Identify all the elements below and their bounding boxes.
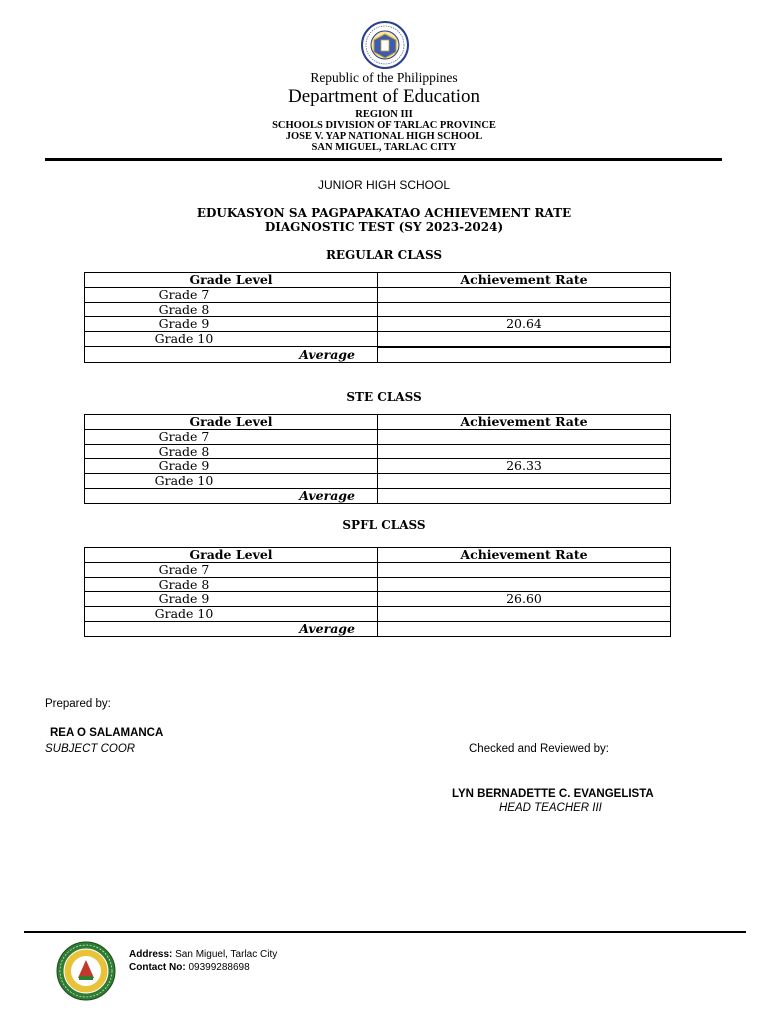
table-header-row <box>85 415 671 430</box>
grade-level-cell: Grade 8 <box>85 577 378 592</box>
table-row <box>85 444 671 459</box>
section-title-ste: STE CLASS <box>346 390 422 404</box>
department-heading: Department of Education <box>287 86 481 107</box>
school-line: JOSE V. YAP NATIONAL HIGH SCHOOL <box>285 131 483 142</box>
average-label: Average <box>85 621 378 636</box>
average-value-cell <box>378 621 671 636</box>
average-label: Average <box>85 347 378 362</box>
achievement-rate-cell <box>378 562 671 577</box>
table-row <box>85 332 671 347</box>
col-header-achievement-rate: Achievement Rate <box>378 415 671 430</box>
achievement-rate-cell <box>378 607 671 622</box>
city-line: SAN MIGUEL, TARLAC CITY <box>311 142 457 153</box>
address-value: San Miguel, Tarlac City <box>175 949 278 960</box>
average-value-cell <box>378 347 671 362</box>
table-row <box>85 429 671 444</box>
grade-level-cell: Grade 7 <box>85 562 378 577</box>
table-header-row <box>85 273 671 288</box>
grade-level-cell: Grade 10 <box>85 332 378 347</box>
school-seal-logo <box>40 940 132 1002</box>
table-row <box>85 302 671 317</box>
achievement-rate-cell <box>378 302 671 317</box>
achievement-table-spfl <box>84 547 671 637</box>
grade-level-cell: Grade 9 <box>85 317 378 332</box>
table-row <box>85 562 671 577</box>
achievement-rate-cell: 26.60 <box>378 592 671 607</box>
footer-divider <box>24 931 746 933</box>
contact-label: Contact No: <box>129 962 186 973</box>
title-line-1: EDUKASYON SA PAGPAPAKATAO ACHIEVEMENT RATE <box>196 206 572 220</box>
footer-address <box>129 949 277 960</box>
achievement-rate-cell <box>378 429 671 444</box>
prepared-by-name: REA O SALAMANCA <box>50 727 164 739</box>
document-title <box>0 206 768 234</box>
grade-level-cell: Grade 8 <box>85 302 378 317</box>
average-row <box>85 621 671 636</box>
table-row <box>85 317 671 332</box>
header-divider <box>45 158 722 161</box>
achievement-rate-cell <box>378 287 671 302</box>
footer-contact <box>129 962 250 973</box>
address-label: Address: <box>129 949 173 960</box>
average-row <box>85 347 671 362</box>
contact-value: 09399288698 <box>188 962 250 973</box>
col-header-achievement-rate: Achievement Rate <box>378 273 671 288</box>
grade-level-cell: Grade 7 <box>85 287 378 302</box>
achievement-rate-cell <box>378 444 671 459</box>
table-row <box>85 287 671 302</box>
col-header-grade-level: Grade Level <box>85 548 378 563</box>
col-header-grade-level: Grade Level <box>85 273 378 288</box>
achievement-rate-cell <box>378 474 671 489</box>
achievement-rate-cell: 20.64 <box>378 317 671 332</box>
prepared-by-label: Prepared by: <box>45 698 111 710</box>
average-label: Average <box>85 488 378 503</box>
table-row <box>85 459 671 474</box>
grade-level-cell: Grade 10 <box>85 607 378 622</box>
grade-level-cell: Grade 8 <box>85 444 378 459</box>
checked-by-label: Checked and Reviewed by: <box>469 743 609 755</box>
level-heading: JUNIOR HIGH SCHOOL <box>317 178 450 192</box>
grade-level-cell: Grade 10 <box>85 474 378 489</box>
division-line: SCHOOLS DIVISION OF TARLAC PROVINCE <box>272 120 496 131</box>
table-row <box>85 607 671 622</box>
title-line-2: DIAGNOSTIC TEST (SY 2023-2024) <box>264 220 504 234</box>
republic-heading: Republic of the Philippines <box>310 70 458 85</box>
col-header-grade-level: Grade Level <box>85 415 378 430</box>
average-row <box>85 488 671 503</box>
table-row <box>85 592 671 607</box>
region-line: REGION III <box>355 109 413 120</box>
achievement-rate-cell <box>378 332 671 347</box>
table-header-row <box>85 548 671 563</box>
achievement-rate-cell <box>378 577 671 592</box>
section-title-spfl: SPFL CLASS <box>342 518 426 532</box>
grade-level-cell: Grade 9 <box>85 592 378 607</box>
average-value-cell <box>378 488 671 503</box>
table-row <box>85 474 671 489</box>
checked-by-name: LYN BERNADETTE C. EVANGELISTA <box>452 788 654 800</box>
achievement-table-regular <box>84 272 671 363</box>
prepared-by-title: SUBJECT COOR <box>45 743 136 755</box>
col-header-achievement-rate: Achievement Rate <box>378 548 671 563</box>
grade-level-cell: Grade 9 <box>85 459 378 474</box>
deped-seal-logo <box>352 20 418 70</box>
achievement-rate-cell: 26.33 <box>378 459 671 474</box>
grade-level-cell: Grade 7 <box>85 429 378 444</box>
table-row <box>85 577 671 592</box>
achievement-table-ste <box>84 414 671 504</box>
section-title-regular: REGULAR CLASS <box>325 248 443 262</box>
checked-by-title: HEAD TEACHER III <box>499 802 602 814</box>
